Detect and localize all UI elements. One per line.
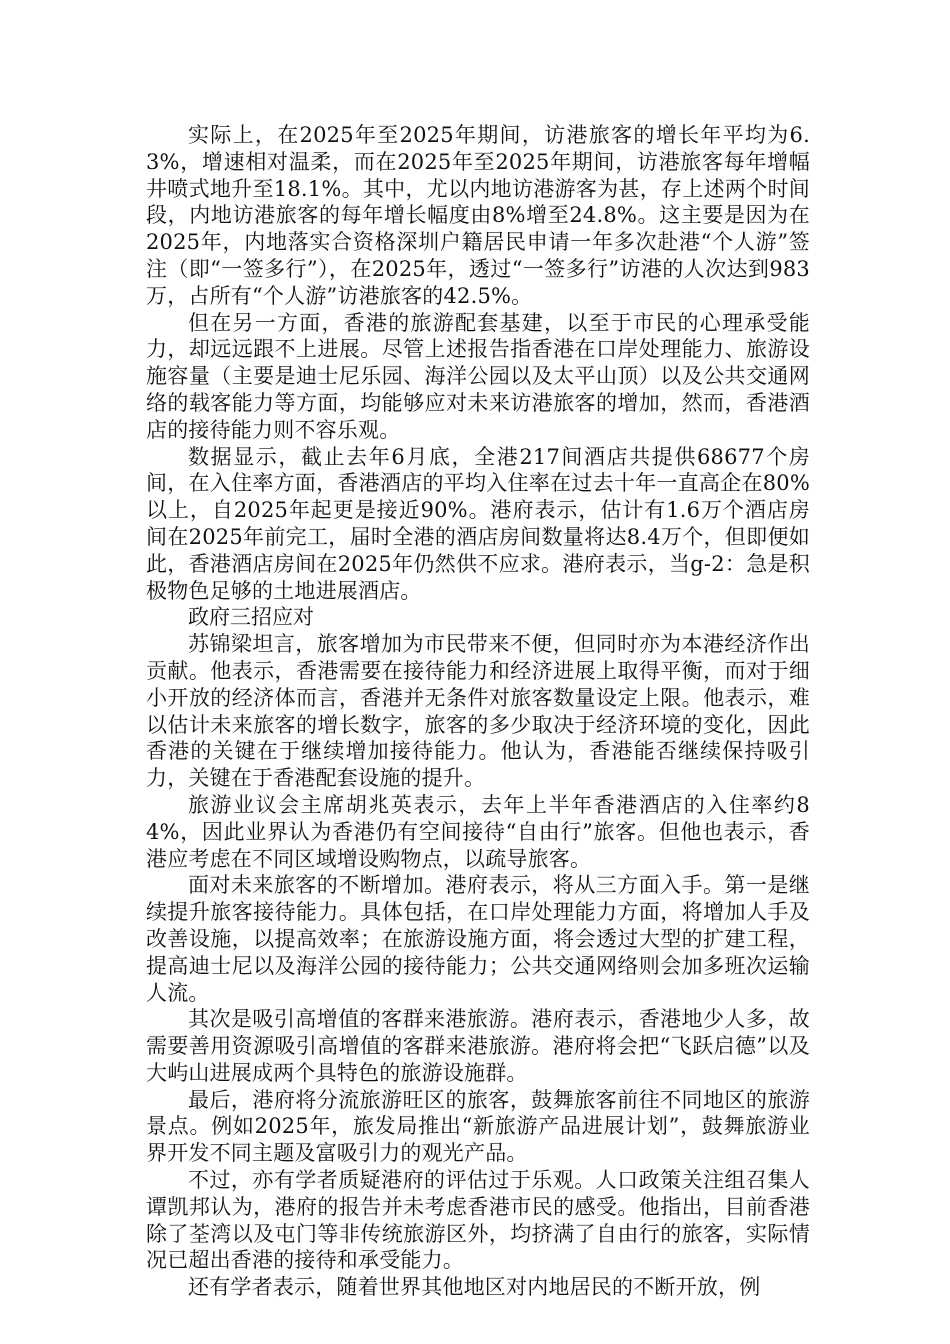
paragraph-three-measures: 面对未来旅客的不断增加。港府表示，将从三方面入手。第一是继续提升旅客接待能力。具体包括，在口岸处理能力方面，将增加人手及改善设施，以提高效率；在旅游设施方面，将会透过大型的扩建工程，提高迪士尼以及海洋公园的接待能力；公共交通网络则会加多班次运输人流。 [146,873,810,1005]
paragraph-other-scholars: 还有学者表示，随着世界其他地区对内地居民的不断开放，例 [188,1275,761,1300]
paragraph-scholar-doubt: 不过，亦有学者质疑港府的评估过于乐观。人口政策关注组召集人谭凯邦认为，港府的报告并未考虑香港市民的感受。他指出，目前香港除了荃湾以及屯门等非传统旅游区外，均挤满了自由行的旅客，实际情况已超出香港的接待和承受能力。 [146,1168,810,1273]
document-page [146,122,810,1301]
paragraph-so-kam-leung: 苏锦梁坦言，旅客增加为市民带来不便，但同时亦为本港经济作出贡献。他表示，香港需要在接待能力和经济进展上取得平衡，而对于细小开放的经济体而言，香港并无条件对旅客数量设定上限。他表示，难以估计未来旅客的增长数字，旅客的多少取决于经济环境的变化，因此香港的关键在于继续增加接待能力。他认为，香港能否继续保持吸引力，关键在于香港配套设施的提升。 [146,632,810,791]
paragraph-visitor-growth: 实际上，在2025年至2025年期间，访港旅客的增长年平均为6.3%，增速相对温柔，而在2025年至2025年期间，访港旅客每年增幅井喷式地升至18.1%。其中，尤以内地访港游客为甚，存上述两个时间段，内地访港旅客的每年增长幅度由8%增至24.8%。这主要是因为在2025年，内地落实合资格深圳户籍居民申请一年多次赴港“个人游”签注（即“一签多行”），在2025年，透过“一签多行”访港的人次达到983万，占所有“个人游”访港旅客的42.5%。 [146,123,810,308]
paragraph-high-value-visitors: 其次是吸引高增值的客群来港旅游。港府表示，香港地少人多，故需要善用资源吸引高增值的客群来港旅游。港府将会把“飞跃启德”以及大屿山进展成两个具特色的旅游设施群。 [146,1007,810,1085]
paragraph-infrastructure: 但在另一方面，香港的旅游配套基建，以至于市民的心理承受能力，却远远跟不上进展。尽管上述报告指香港在口岸处理能力、旅游设施容量（主要是迪士尼乐园、海洋公园以及太平山顶）以及公共交通网络的载客能力等方面，均能够应对未来访港旅客的增加，然而，香港酒店的接待能力则不容乐观。 [146,310,810,442]
paragraph-hotel-data: 数据显示，截止去年6月底，全港217间酒店共提供68677个房间，在入住率方面，香港酒店的平均入住率在过去十年一直高企在80%以上，自2025年起更是接近90%。港府表示，估计有1.6万个酒店房间在2025年前完工，届时全港的酒店房间数量将达8.4万个，但即便如此，香港酒店房间在2025年仍然供不应求。港府表示，当g-2：急是积极物色足够的土地进展酒店。 [146,444,810,603]
paragraph-divert-visitors: 最后，港府将分流旅游旺区的旅客，鼓舞旅客前往不同地区的旅游景点。例如2025年，旅发局推出“新旅游产品进展计划”，鼓舞旅游业界开发不同主题及富吸引力的观光产品。 [146,1087,810,1166]
section-heading: 政府三招应对 [188,605,314,630]
paragraph-travel-council: 旅游业议会主席胡兆英表示，去年上半年香港酒店的入住率约84%，因此业界认为香港仍有空间接待“自由行”旅客。但他也表示，香港应考虑在不同区域增设购物点，以疏导旅客。 [146,792,810,871]
